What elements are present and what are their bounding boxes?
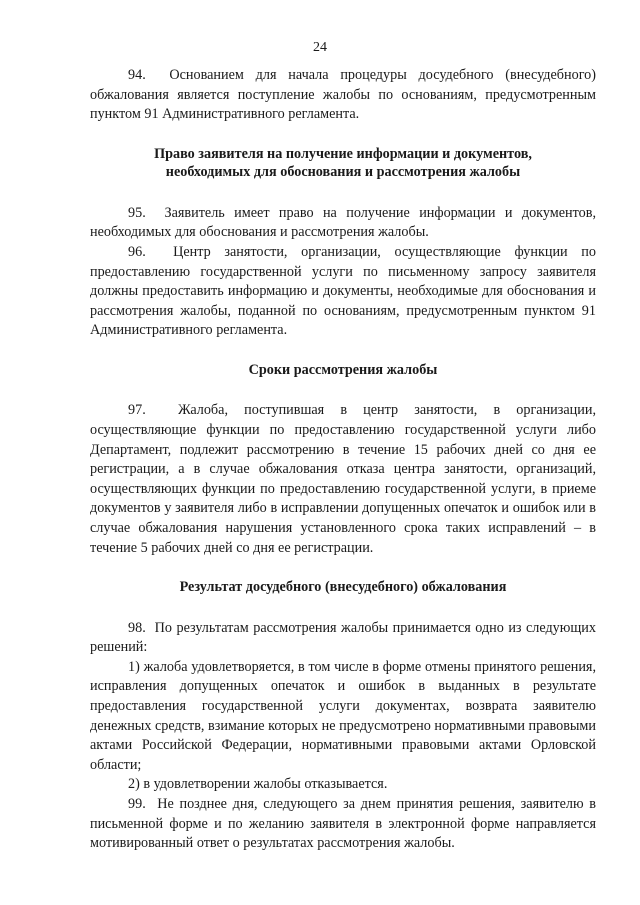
paragraph-97: 97. Жалоба, поступившая в центр занятости, в организации, осуществляющие функции по предоставлению государственной услуги либо Департамент, подлежит рассмотрению в течение 15 рабочих дней со дня ее регистрации, а в случае обжалования отказа центра занятости, организаций, осуществляющих функции по предоставлению государственной услуги, в приеме документов у заявителя либо в исправлении допущенных опечаток и ошибок или в случае обжалования нарушения установленного срока таких исправлений – в течение 5 рабочих дней со дня ее регистрации. [90, 402, 596, 556]
paragraph-94: 94. Основанием для начала процедуры досудебного (внесудебного) обжалования является поступление жалобы по основаниям, предусмотренным пунктом 91 Административного регламента. [90, 67, 596, 123]
paragraph-99: 99. Не позднее дня, следующего за днем принятия решения, заявителю в письменной форме и по желанию заявителя в электронной форме направляется мотивированный ответ о результатах рассмотрения жалобы. [90, 796, 596, 852]
paragraph-96: 96. Центр занятости, организации, осуществляющие функции по предоставлению государственной услуги по письменному запросу заявителя должны предоставить информацию и документы, необходимые для обоснования и рассмотрения жалобы, поданной по основаниям, предусмотренным пунктом 91 Административного регламента. [90, 243, 596, 339]
heading-appeal-result: Результат досудебного (внесудебного) обжалования [179, 579, 507, 596]
paragraph-98: 98. По результатам рассмотрения жалобы принимается одно из следующих решений: [90, 619, 596, 656]
paragraph-98-item-2: 2) в удовлетворении жалобы отказывается. [128, 776, 388, 793]
heading-applicant-rights: Право заявителя на получение информации и документов, необходимых для обоснования и рассмотрения жалобы [154, 145, 532, 181]
paragraph-98-item-1: 1) жалоба удовлетворяется, в том числе в форме отмены принятого решения, исправления допущенных опечаток и ошибок в выданных в результате предоставления государственной услуги документах, возврата заявителю денежных средств, взимание которых не предусмотрено нормативными правовыми актами Российской Федерации, нормативными правовыми актами Орловской области; [90, 658, 596, 773]
page-number: 24 [313, 40, 327, 55]
paragraph-95: 95. Заявитель имеет право на получение информации и документов, необходимых для обоснования и рассмотрения жалобы. [90, 204, 596, 241]
heading-review-terms: Сроки рассмотрения жалобы [248, 361, 438, 378]
document-body [90, 66, 596, 854]
